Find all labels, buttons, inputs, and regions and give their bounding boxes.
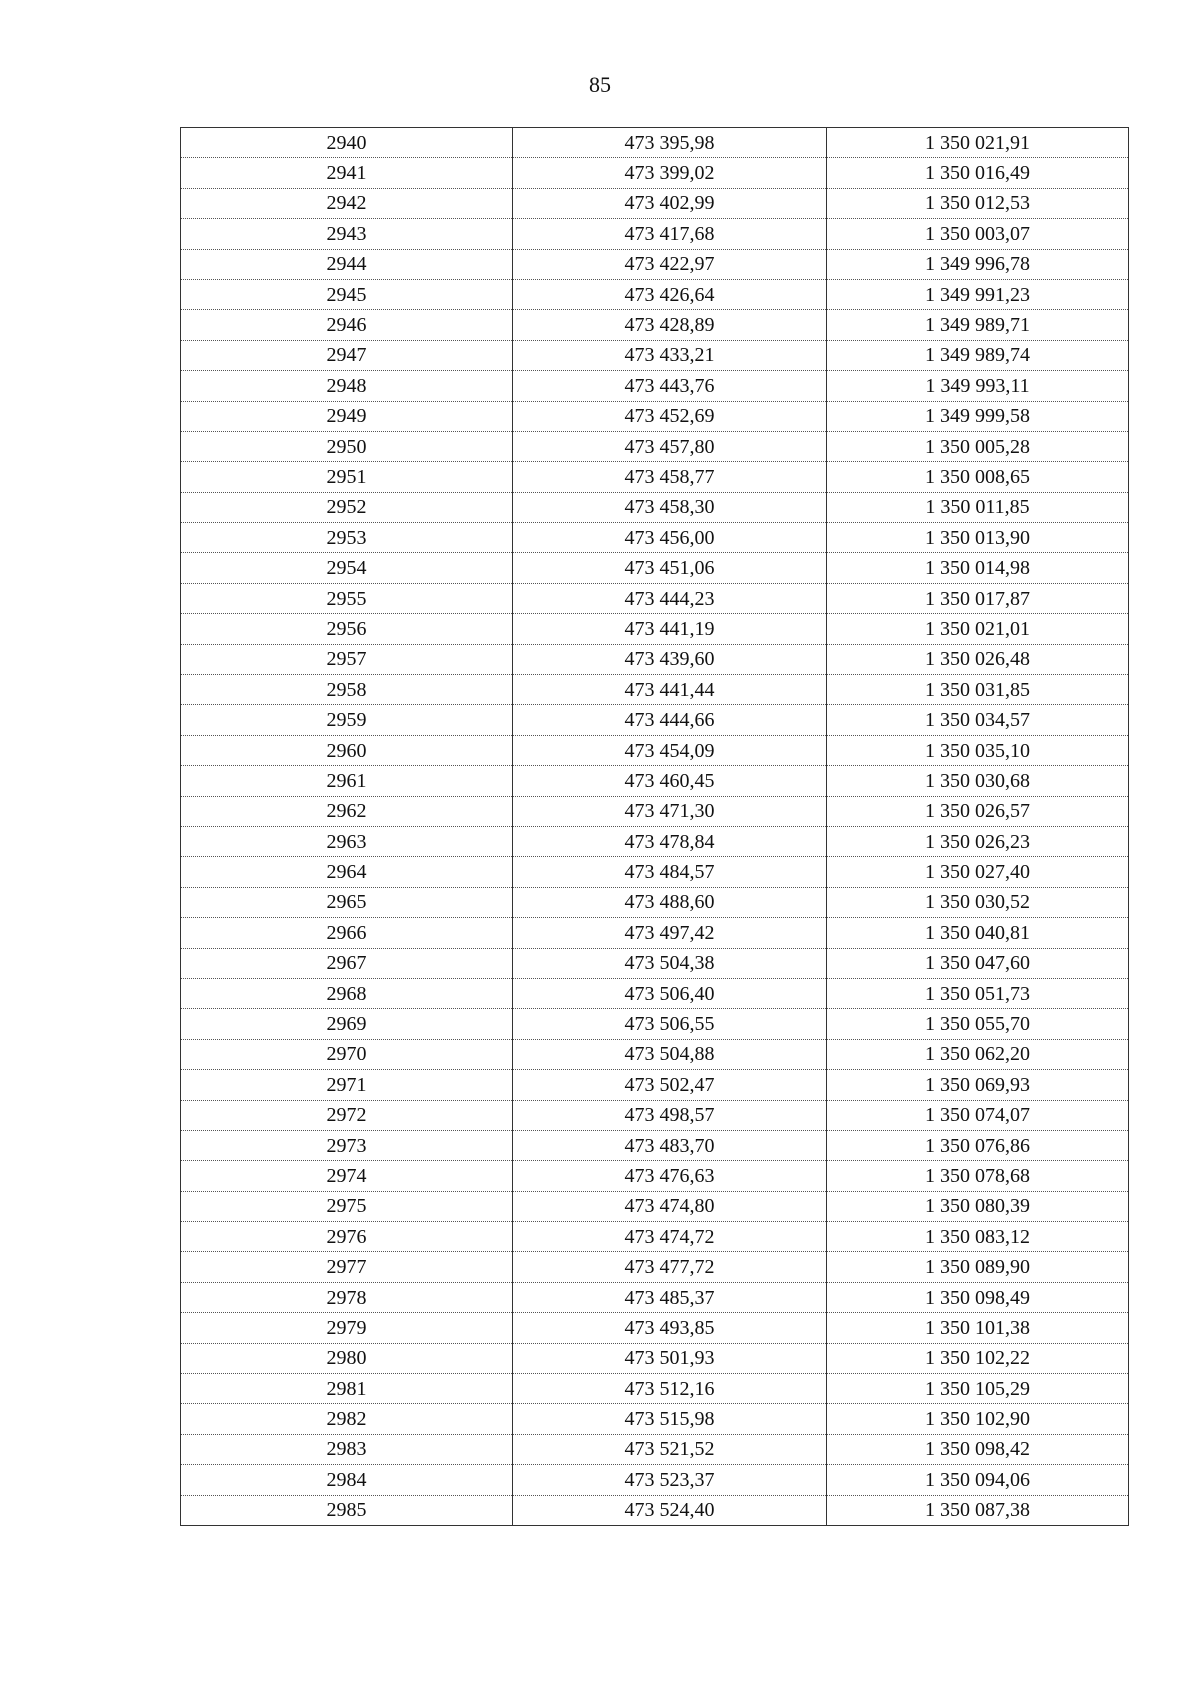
table-row — [181, 1252, 1129, 1282]
x-coordinate-cell: 473 460,45 — [513, 766, 827, 796]
x-coordinate-cell: 473 515,98 — [513, 1404, 827, 1434]
x-coordinate-cell: 473 484,57 — [513, 857, 827, 887]
y-coordinate-cell: 1 350 026,23 — [827, 826, 1129, 856]
table-row — [181, 219, 1129, 249]
point-number-cell: 2985 — [181, 1495, 513, 1525]
point-number-cell: 2970 — [181, 1039, 513, 1069]
table-row — [181, 978, 1129, 1008]
x-coordinate-cell: 473 497,42 — [513, 918, 827, 948]
table-row — [181, 705, 1129, 735]
x-coordinate-cell: 473 488,60 — [513, 887, 827, 917]
x-coordinate-cell: 473 493,85 — [513, 1313, 827, 1343]
point-number-cell: 2961 — [181, 766, 513, 796]
point-number-cell: 2944 — [181, 249, 513, 279]
table-row — [181, 523, 1129, 553]
y-coordinate-cell: 1 350 035,10 — [827, 735, 1129, 765]
coordinates-table-body — [181, 128, 1129, 1526]
table-row — [181, 1282, 1129, 1312]
point-number-cell: 2955 — [181, 583, 513, 613]
x-coordinate-cell: 473 477,72 — [513, 1252, 827, 1282]
y-coordinate-cell: 1 350 003,07 — [827, 219, 1129, 249]
table-row — [181, 1404, 1129, 1434]
y-coordinate-cell: 1 350 012,53 — [827, 188, 1129, 218]
x-coordinate-cell: 473 444,66 — [513, 705, 827, 735]
x-coordinate-cell: 473 502,47 — [513, 1070, 827, 1100]
y-coordinate-cell: 1 350 026,48 — [827, 644, 1129, 674]
point-number-cell: 2982 — [181, 1404, 513, 1434]
x-coordinate-cell: 473 501,93 — [513, 1343, 827, 1373]
x-coordinate-cell: 473 504,38 — [513, 948, 827, 978]
point-number-cell: 2979 — [181, 1313, 513, 1343]
y-coordinate-cell: 1 350 017,87 — [827, 583, 1129, 613]
y-coordinate-cell: 1 350 034,57 — [827, 705, 1129, 735]
x-coordinate-cell: 473 399,02 — [513, 158, 827, 188]
y-coordinate-cell: 1 349 999,58 — [827, 401, 1129, 431]
point-number-cell: 2981 — [181, 1374, 513, 1404]
x-coordinate-cell: 473 441,44 — [513, 675, 827, 705]
y-coordinate-cell: 1 350 021,01 — [827, 614, 1129, 644]
table-row — [181, 1191, 1129, 1221]
table-row — [181, 644, 1129, 674]
x-coordinate-cell: 473 426,64 — [513, 279, 827, 309]
point-number-cell: 2972 — [181, 1100, 513, 1130]
point-number-cell: 2948 — [181, 371, 513, 401]
point-number-cell: 2976 — [181, 1222, 513, 1252]
y-coordinate-cell: 1 350 078,68 — [827, 1161, 1129, 1191]
point-number-cell: 2960 — [181, 735, 513, 765]
y-coordinate-cell: 1 350 083,12 — [827, 1222, 1129, 1252]
table-row — [181, 857, 1129, 887]
x-coordinate-cell: 473 454,09 — [513, 735, 827, 765]
x-coordinate-cell: 473 523,37 — [513, 1465, 827, 1495]
point-number-cell: 2957 — [181, 644, 513, 674]
table-row — [181, 614, 1129, 644]
point-number-cell: 2940 — [181, 128, 513, 158]
table-row — [181, 1039, 1129, 1069]
x-coordinate-cell: 473 439,60 — [513, 644, 827, 674]
table-row — [181, 158, 1129, 188]
x-coordinate-cell: 473 504,88 — [513, 1039, 827, 1069]
table-row — [181, 188, 1129, 218]
y-coordinate-cell: 1 350 027,40 — [827, 857, 1129, 887]
point-number-cell: 2947 — [181, 340, 513, 370]
y-coordinate-cell: 1 349 996,78 — [827, 249, 1129, 279]
table-row — [181, 826, 1129, 856]
point-number-cell: 2965 — [181, 887, 513, 917]
coordinates-table — [180, 127, 1129, 1526]
y-coordinate-cell: 1 350 102,22 — [827, 1343, 1129, 1373]
table-row — [181, 1161, 1129, 1191]
y-coordinate-cell: 1 350 055,70 — [827, 1009, 1129, 1039]
table-row — [181, 371, 1129, 401]
y-coordinate-cell: 1 350 005,28 — [827, 431, 1129, 461]
table-row — [181, 948, 1129, 978]
table-row — [181, 735, 1129, 765]
y-coordinate-cell: 1 350 008,65 — [827, 462, 1129, 492]
x-coordinate-cell: 473 512,16 — [513, 1374, 827, 1404]
point-number-cell: 2942 — [181, 188, 513, 218]
point-number-cell: 2962 — [181, 796, 513, 826]
point-number-cell: 2963 — [181, 826, 513, 856]
x-coordinate-cell: 473 422,97 — [513, 249, 827, 279]
table-row — [181, 462, 1129, 492]
point-number-cell: 2966 — [181, 918, 513, 948]
x-coordinate-cell: 473 476,63 — [513, 1161, 827, 1191]
point-number-cell: 2969 — [181, 1009, 513, 1039]
x-coordinate-cell: 473 441,19 — [513, 614, 827, 644]
point-number-cell: 2983 — [181, 1434, 513, 1464]
table-row — [181, 279, 1129, 309]
x-coordinate-cell: 473 458,30 — [513, 492, 827, 522]
y-coordinate-cell: 1 350 051,73 — [827, 978, 1129, 1008]
point-number-cell: 2980 — [181, 1343, 513, 1373]
point-number-cell: 2941 — [181, 158, 513, 188]
y-coordinate-cell: 1 349 989,71 — [827, 310, 1129, 340]
table-row — [181, 1374, 1129, 1404]
x-coordinate-cell: 473 521,52 — [513, 1434, 827, 1464]
y-coordinate-cell: 1 350 013,90 — [827, 523, 1129, 553]
table-row — [181, 918, 1129, 948]
table-row — [181, 1343, 1129, 1373]
point-number-cell: 2978 — [181, 1282, 513, 1312]
y-coordinate-cell: 1 350 101,38 — [827, 1313, 1129, 1343]
y-coordinate-cell: 1 350 016,49 — [827, 158, 1129, 188]
point-number-cell: 2971 — [181, 1070, 513, 1100]
table-row — [181, 492, 1129, 522]
x-coordinate-cell: 473 474,72 — [513, 1222, 827, 1252]
x-coordinate-cell: 473 498,57 — [513, 1100, 827, 1130]
y-coordinate-cell: 1 350 074,07 — [827, 1100, 1129, 1130]
x-coordinate-cell: 473 444,23 — [513, 583, 827, 613]
y-coordinate-cell: 1 350 014,98 — [827, 553, 1129, 583]
x-coordinate-cell: 473 402,99 — [513, 188, 827, 218]
y-coordinate-cell: 1 350 105,29 — [827, 1374, 1129, 1404]
y-coordinate-cell: 1 350 076,86 — [827, 1130, 1129, 1160]
point-number-cell: 2949 — [181, 401, 513, 431]
x-coordinate-cell: 473 457,80 — [513, 431, 827, 461]
table-row — [181, 1130, 1129, 1160]
table-row — [181, 766, 1129, 796]
table-row — [181, 887, 1129, 917]
table-row — [181, 401, 1129, 431]
x-coordinate-cell: 473 452,69 — [513, 401, 827, 431]
y-coordinate-cell: 1 350 069,93 — [827, 1070, 1129, 1100]
y-coordinate-cell: 1 349 993,11 — [827, 371, 1129, 401]
point-number-cell: 2967 — [181, 948, 513, 978]
point-number-cell: 2959 — [181, 705, 513, 735]
point-number-cell: 2952 — [181, 492, 513, 522]
table-row — [181, 1070, 1129, 1100]
y-coordinate-cell: 1 350 089,90 — [827, 1252, 1129, 1282]
x-coordinate-cell: 473 471,30 — [513, 796, 827, 826]
y-coordinate-cell: 1 350 030,68 — [827, 766, 1129, 796]
y-coordinate-cell: 1 350 026,57 — [827, 796, 1129, 826]
x-coordinate-cell: 473 395,98 — [513, 128, 827, 158]
point-number-cell: 2974 — [181, 1161, 513, 1191]
point-number-cell: 2951 — [181, 462, 513, 492]
point-number-cell: 2954 — [181, 553, 513, 583]
y-coordinate-cell: 1 350 098,49 — [827, 1282, 1129, 1312]
y-coordinate-cell: 1 350 040,81 — [827, 918, 1129, 948]
y-coordinate-cell: 1 350 087,38 — [827, 1495, 1129, 1525]
x-coordinate-cell: 473 483,70 — [513, 1130, 827, 1160]
point-number-cell: 2973 — [181, 1130, 513, 1160]
point-number-cell: 2946 — [181, 310, 513, 340]
table-row — [181, 1434, 1129, 1464]
y-coordinate-cell: 1 350 102,90 — [827, 1404, 1129, 1434]
table-row — [181, 249, 1129, 279]
x-coordinate-cell: 473 474,80 — [513, 1191, 827, 1221]
table-row — [181, 1495, 1129, 1525]
x-coordinate-cell: 473 478,84 — [513, 826, 827, 856]
point-number-cell: 2984 — [181, 1465, 513, 1495]
table-row — [181, 431, 1129, 461]
x-coordinate-cell: 473 428,89 — [513, 310, 827, 340]
x-coordinate-cell: 473 451,06 — [513, 553, 827, 583]
y-coordinate-cell: 1 350 094,06 — [827, 1465, 1129, 1495]
y-coordinate-cell: 1 350 021,91 — [827, 128, 1129, 158]
x-coordinate-cell: 473 458,77 — [513, 462, 827, 492]
table-row — [181, 128, 1129, 158]
table-row — [181, 553, 1129, 583]
table-row — [181, 1465, 1129, 1495]
y-coordinate-cell: 1 349 991,23 — [827, 279, 1129, 309]
y-coordinate-cell: 1 350 098,42 — [827, 1434, 1129, 1464]
point-number-cell: 2943 — [181, 219, 513, 249]
page-number: 85 — [589, 72, 611, 97]
x-coordinate-cell: 473 524,40 — [513, 1495, 827, 1525]
point-number-cell: 2950 — [181, 431, 513, 461]
point-number-cell: 2977 — [181, 1252, 513, 1282]
point-number-cell: 2975 — [181, 1191, 513, 1221]
point-number-cell: 2953 — [181, 523, 513, 553]
table-row — [181, 1222, 1129, 1252]
x-coordinate-cell: 473 433,21 — [513, 340, 827, 370]
x-coordinate-cell: 473 506,55 — [513, 1009, 827, 1039]
y-coordinate-cell: 1 350 030,52 — [827, 887, 1129, 917]
y-coordinate-cell: 1 350 011,85 — [827, 492, 1129, 522]
x-coordinate-cell: 473 456,00 — [513, 523, 827, 553]
x-coordinate-cell: 473 417,68 — [513, 219, 827, 249]
x-coordinate-cell: 473 443,76 — [513, 371, 827, 401]
y-coordinate-cell: 1 350 031,85 — [827, 675, 1129, 705]
table-row — [181, 1009, 1129, 1039]
point-number-cell: 2968 — [181, 978, 513, 1008]
point-number-cell: 2945 — [181, 279, 513, 309]
point-number-cell: 2958 — [181, 675, 513, 705]
table-row — [181, 796, 1129, 826]
x-coordinate-cell: 473 485,37 — [513, 1282, 827, 1312]
point-number-cell: 2964 — [181, 857, 513, 887]
y-coordinate-cell: 1 350 047,60 — [827, 948, 1129, 978]
point-number-cell: 2956 — [181, 614, 513, 644]
y-coordinate-cell: 1 350 080,39 — [827, 1191, 1129, 1221]
y-coordinate-cell: 1 350 062,20 — [827, 1039, 1129, 1069]
table-row — [181, 1313, 1129, 1343]
table-row — [181, 310, 1129, 340]
x-coordinate-cell: 473 506,40 — [513, 978, 827, 1008]
table-row — [181, 340, 1129, 370]
table-row — [181, 583, 1129, 613]
y-coordinate-cell: 1 349 989,74 — [827, 340, 1129, 370]
table-row — [181, 675, 1129, 705]
table-row — [181, 1100, 1129, 1130]
